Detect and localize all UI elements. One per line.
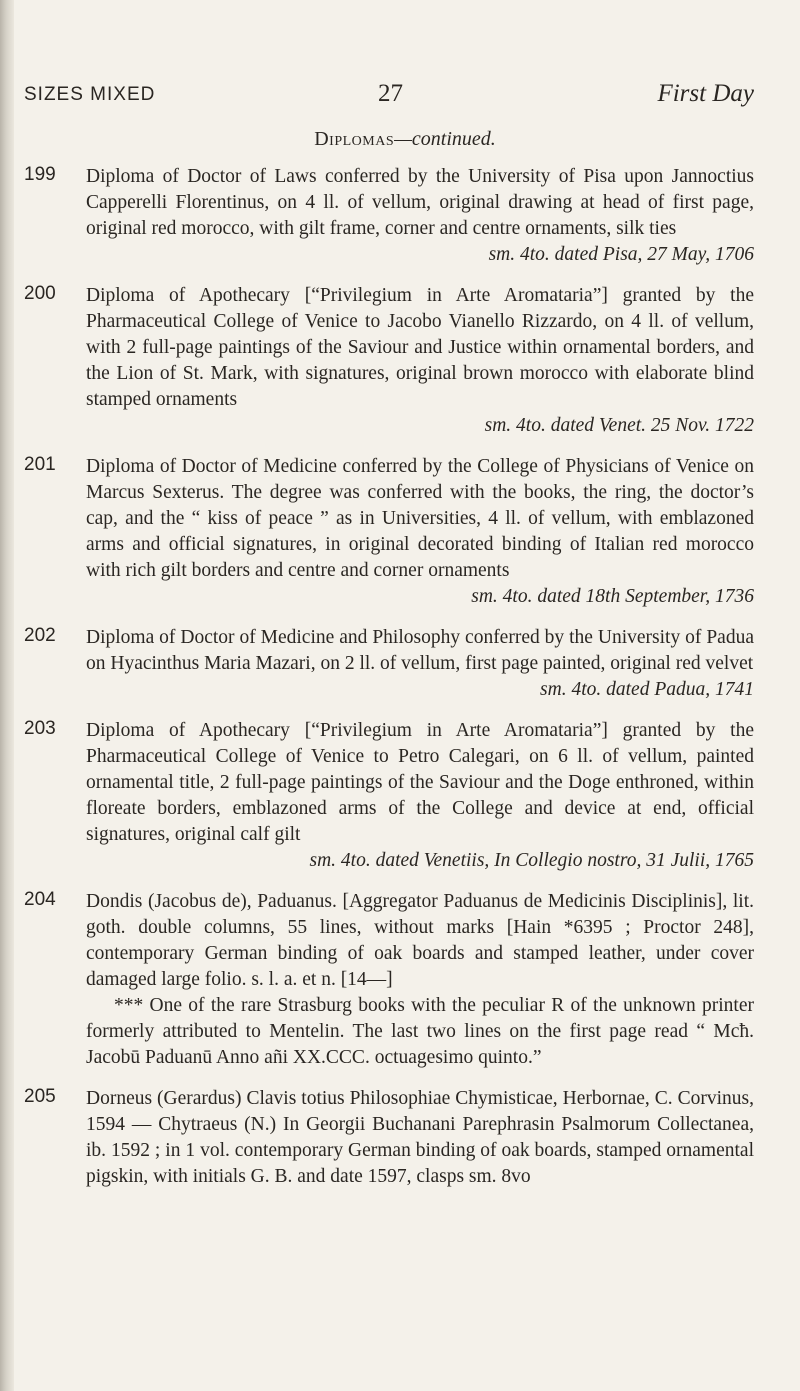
- catalogue-entry-201: [24, 454, 786, 610]
- catalogue-entry-204: [24, 889, 786, 1071]
- entry-number: 205: [24, 1086, 56, 1107]
- book-spine-shadow: [0, 0, 14, 1391]
- entry-meta: sm. 4to. dated Venet. 25 Nov. 1722: [484, 415, 754, 436]
- entry-number: 200: [24, 283, 56, 304]
- catalogue-entry-200: [24, 283, 786, 439]
- catalogue-entry-205: [24, 1086, 786, 1190]
- entry-meta: sm. 4to. dated Pisa, 27 May, 1706: [488, 244, 754, 265]
- catalogue-entry-202: [24, 625, 786, 703]
- entry-note: *** One of the rare Strasburg books with the peculiar R of the unknown printer formerly attributed to Mentelin. The last two lines on the first page read “ Mcħ. Jacobū Paduanū Anno añi XX.CCC. octuagesimo quinto.”: [86, 995, 754, 1068]
- header-left: SIZES MIXED: [24, 84, 156, 105]
- section-title: [24, 128, 786, 151]
- entry-list: [24, 164, 786, 1205]
- catalogue-entry-199: [24, 164, 786, 268]
- entry-text: Diploma of Doctor of Laws conferred by the University of Pisa upon Jannoctius Capperelli Florentinus, on 4 ll. of vellum, original drawing at head of first page, original red morocco, with gilt frame, corner and centre ornaments, silk ties: [86, 166, 754, 239]
- running-header: [24, 80, 786, 114]
- section-title-main: Diplomas: [314, 128, 395, 150]
- catalogue-entry-203: [24, 718, 786, 874]
- entry-text: Diploma of Doctor of Medicine and Philosophy conferred by the University of Padua on Hyacinthus Maria Mazari, on 2 ll. of vellum, first page painted, original red velvet: [86, 627, 754, 674]
- entry-meta: sm. 4to. dated 18th September, 1736: [471, 586, 754, 607]
- entry-number: 202: [24, 625, 56, 646]
- entry-number: 201: [24, 454, 56, 475]
- entry-number: 203: [24, 718, 56, 739]
- entry-text: Diploma of Apothecary [“Privilegium in Arte Aromataria”] granted by the Pharmaceutical College of Venice to Jacobo Vianello Rizzardo, on 4 ll. of vellum, with 2 full-page paintings of the Saviour and Justice within ornamental borders, and the Lion of St. Mark, with signatures, original brown morocco with elaborate blind stamped ornaments: [86, 285, 754, 410]
- entry-text: Diploma of Apothecary [“Privilegium in Arte Aromataria”] granted by the Pharmaceutical College of Venice to Petro Calegari, on 6 ll. of vellum, painted ornamental title, 2 full-page paintings of the Saviour and the Doge enthroned, within floreate borders, emblazoned arms of the College and device at end, official signatures, original calf gilt: [86, 720, 754, 845]
- entry-text: Diploma of Doctor of Medicine conferred by the College of Physicians of Venice on Marcus Sexterus. The degree was conferred with the books, the ring, the doctor’s cap, and the “ kiss of peace ” as in Universities, 4 ll. of vellum, with emblazoned arms and official signatures, in original decorated binding of Italian red morocco with rich gilt borders and centre and corner ornaments: [86, 456, 754, 581]
- entry-text: Dondis (Jacobus de), Paduanus. [Aggregator Paduanus de Medicinis Disciplinis], lit. goth. double columns, 55 lines, without marks [Hain *6395 ; Proctor 248], contemporary German binding of oak boards and stamped leather, under cover damaged large folio. s. l. a. et n. [14—]: [86, 891, 754, 990]
- entry-number: 199: [24, 164, 56, 185]
- catalogue-page: [24, 0, 786, 1391]
- section-title-suffix: —continued.: [394, 128, 496, 150]
- entry-meta: sm. 4to. dated Venetiis, In Collegio nostro, 31 Julii, 1765: [309, 850, 754, 871]
- entry-number: 204: [24, 889, 56, 910]
- entry-meta: sm. 4to. dated Padua, 1741: [540, 679, 754, 700]
- entry-text: Dorneus (Gerardus) Clavis totius Philosophiae Chymisticae, Herbornae, C. Corvinus, 1594 — Chytraeus (N.) In Georgii Buchanani Parephrasin Psalmorum Collectanea, ib. 1592 ; in 1 vol. contemporary German binding of oak boards, stamped ornamental pigskin, with initials G. B. and date 1597, clasps sm. 8vo: [86, 1088, 754, 1187]
- header-right: First Day: [657, 80, 754, 107]
- page-number: 27: [378, 80, 403, 107]
